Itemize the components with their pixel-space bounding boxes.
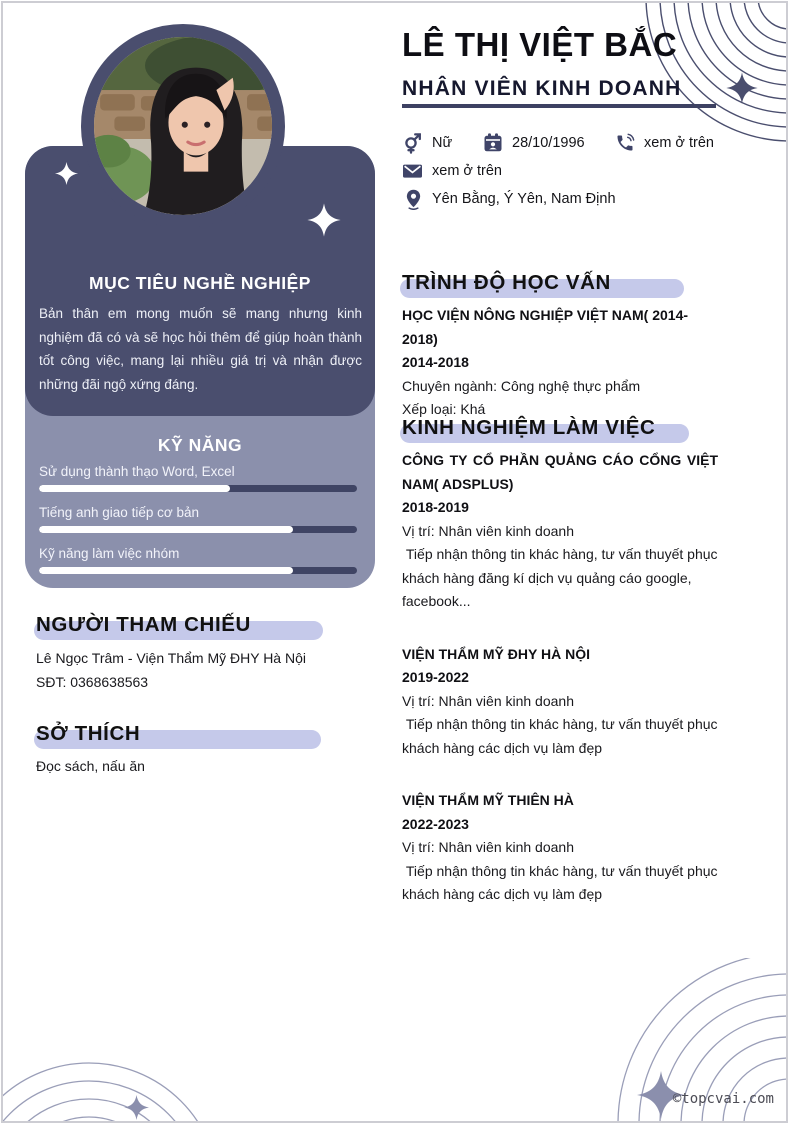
- corner-circles-bottom-left: [1, 1013, 241, 1123]
- sparkle-icon: [54, 161, 79, 186]
- location-pin-icon: [404, 188, 423, 210]
- skill-bar-fill: [39, 567, 293, 574]
- entry-position: Vị trí: Nhân viên kinh doanh: [402, 839, 574, 855]
- contact-address: Yên Bằng, Ý Yên, Nam Định: [404, 185, 616, 213]
- references-heading: NGƯỜI THAM CHIẾU: [36, 611, 366, 639]
- education-section: [402, 269, 718, 422]
- sparkle-icon: [725, 71, 759, 105]
- watermark: ©topcvai.com: [672, 1091, 774, 1107]
- envelope-icon: [402, 161, 423, 181]
- experience-entry: [402, 449, 722, 614]
- hobbies-heading: SỞ THÍCH: [36, 720, 366, 748]
- education-heading: TRÌNH ĐỘ HỌC VẤN: [402, 269, 718, 297]
- company-name: VIỆN THẨM MỸ ĐHY HÀ NỘI: [402, 645, 590, 662]
- title-underline: [402, 104, 716, 108]
- skill-bar: [39, 485, 357, 492]
- education-grade: Xếp loại: Khá: [402, 401, 486, 417]
- contact-gender: Nữ: [402, 129, 452, 157]
- phone-icon: [615, 133, 635, 153]
- skill-item: [39, 504, 357, 533]
- skills-list: [39, 463, 357, 586]
- reference-name: Lê Ngọc Trâm - Viện Thẩm Mỹ ĐHY Hà Nội: [36, 650, 306, 666]
- skill-bar-fill: [39, 485, 230, 492]
- objective-text: Bản thân em mong muốn sẽ mang nhưng kinh nghiệm đã có và sẽ học hỏi thêm để giúp hoàn thành tốt công việc, mang lại nhiều giá trị và nhận được những đãi ngộ xứng đáng.: [39, 306, 362, 392]
- entry-description: Tiếp nhận thông tin khác hàng, tư vấn thuyết phục khách hàng đăng kí dịch vụ quảng cáo google, facebook...: [402, 546, 722, 609]
- contact-phone: xem ở trên: [615, 129, 714, 157]
- experience-entry: [402, 643, 722, 761]
- entry-years: 2018-2019: [402, 499, 469, 515]
- entry-description: Tiếp nhận thông tin khác hàng, tư vấn thuyết phục khách hàng các dịch vụ làm đẹp: [402, 862, 722, 902]
- education-years: 2014-2018: [402, 354, 469, 370]
- contact-email: xem ở trên: [402, 157, 502, 185]
- entry-position: Vị trí: Nhân viên kinh doanh: [402, 522, 574, 539]
- experience-heading: KINH NGHIỆM LÀM VIỆC: [402, 414, 718, 442]
- entry-position: Vị trí: Nhân viên kinh doanh: [402, 692, 574, 709]
- skill-item: [39, 545, 357, 574]
- skill-label: Sử dụng thành thạo Word, Excel: [39, 464, 235, 479]
- entry-years: 2022-2023: [402, 815, 469, 832]
- candidate-name: LÊ THỊ VIỆT BẮC: [402, 26, 678, 63]
- calendar-icon: [483, 133, 503, 153]
- sparkle-icon: [123, 1094, 150, 1121]
- job-title: NHÂN VIÊN KINH DOANH: [402, 77, 682, 100]
- contact-info: [402, 129, 788, 213]
- entry-description: Tiếp nhận thông tin khác hàng, tư vấn thuyết phục khách hàng các dịch vụ làm đẹp: [402, 716, 722, 756]
- objective-heading: MỤC TIÊU NGHỀ NGHIỆP: [89, 273, 311, 293]
- experience-entry: [402, 789, 722, 907]
- entry-years: 2019-2022: [402, 669, 469, 685]
- company-name: CÔNG TY CỔ PHẦN QUẢNG CÁO CỔNG VIỆT NAM( ADSPLUS): [402, 452, 718, 492]
- skill-bar-fill: [39, 526, 293, 533]
- sparkle-icon: [306, 202, 342, 238]
- hobbies-text: Đọc sách, nấu ăn: [36, 758, 145, 774]
- reference-phone: SĐT: 0368638563: [36, 674, 149, 690]
- skill-bar: [39, 526, 357, 533]
- school-name: HỌC VIỆN NÔNG NGHIỆP VIỆT NAM( 2014-2018): [402, 307, 689, 347]
- company-name: VIỆN THẨM MỸ THIÊN HÀ: [402, 792, 574, 808]
- education-major: Chuyên ngành: Công nghệ thực phẩm: [402, 377, 641, 394]
- skill-bar: [39, 567, 357, 574]
- contact-birthday: 28/10/1996: [483, 129, 585, 157]
- profile-photo: [81, 24, 285, 228]
- skill-item: [39, 463, 357, 492]
- experience-section: [402, 414, 722, 936]
- skill-label: Tiếng anh giao tiếp cơ bản: [39, 505, 199, 520]
- cv-page: [1, 1, 788, 1123]
- gender-icon: [402, 133, 423, 154]
- skills-heading: KỸ NĂNG: [157, 435, 243, 455]
- skill-label: Kỹ năng làm việc nhóm: [39, 546, 180, 561]
